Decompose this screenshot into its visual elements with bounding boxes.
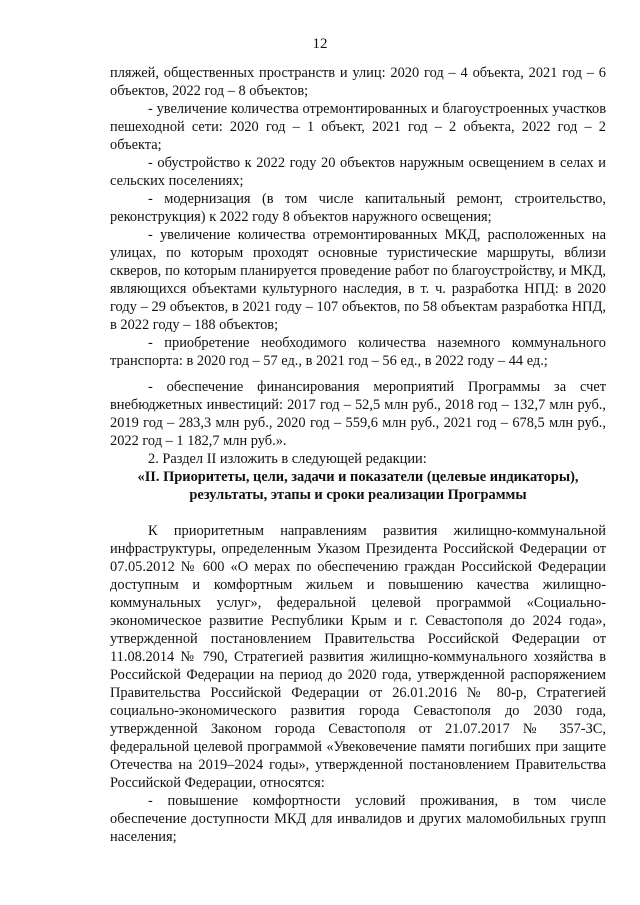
paragraph-continuation: пляжей, общественных пространств и улиц: 2020 год – 4 объекта, 2021 год – 6 объектов, 2022 год – 8 объектов;	[110, 65, 606, 99]
list-item-lighting-modernization: - модернизация (в том числе капитальный ремонт, строительство, реконструкция) к 2022 году 8 объектов наружного освещения;	[110, 191, 606, 225]
paragraph-priorities: К приоритетным направлениям развития жилищно-коммунальной инфраструктуры, определенным Указом Президента Российской Федерации от 07.05.2012 № 600 «О мерах по обеспечению граждан Российской Федерации доступным и комфортным жильем и повышению качества жилищно-коммунальных услуг», федеральной целевой программой «Социально-экономическое развитие Республики Крым и г. Севастополя до 2024 года», утвержденной постановлением Правительства Российской Федерации от 11.08.2014 № 790, Стратегией развития жилищно-коммунального хозяйства в Российской Федерации на период до 2020 года, утвержденной распоряжением Правительства Российской Федерации от 26.01.2016 № 80-р, Стратегией социально-экономического развития города Севастополя до 2030 года, утвержденной Законом города Севастополя от 21.07.2017 № 357-ЗС, федеральной целевой программой «Увековечение памяти погибших при защите Отечества на 2019–2024 годы», утвержденной постановлением Правительства Российской Федерации, относятся:	[110, 523, 606, 791]
list-item-comfort: - повышение комфортности условий проживания, в том числе обеспечение доступности МКД для инвалидов и других маломобильных групп населения;	[110, 793, 606, 845]
page-number: 12	[312, 36, 328, 52]
document-body	[110, 64, 606, 846]
section-heading: «II. Приоритеты, цели, задачи и показатели (целевые индикаторы), результаты, этапы и сроки реализации Программы	[137, 469, 579, 503]
list-item-village-lighting: - обустройство к 2022 году 20 объектов наружным освещением в селах и сельских поселениях;	[110, 155, 606, 189]
list-item-transport: - приобретение необходимого количества наземного коммунального транспорта: в 2020 год – 57 ед., в 2021 год – 56 ед., в 2022 году – 44 ед.;	[110, 335, 606, 369]
list-item-financing: - обеспечение финансирования мероприятий Программы за счет внебюджетных инвестиций: 2017 год – 52,5 млн руб., 2018 год – 132,7 млн руб., 2019 год – 283,3 млн руб., 2020 год – 559,6 млн руб., 2021 год – 678,5 млн руб., 2022 год – 1 182,7 млн руб.».	[110, 379, 606, 449]
section-instruction: 2. Раздел II изложить в следующей редакции:	[148, 451, 427, 467]
list-item-pedestrian-network: - увеличение количества отремонтированных и благоустроенных участков пешеходной сети: 2020 год – 1 объект, 2021 год – 2 объекта, 2022 год – 2 объекта;	[110, 101, 606, 153]
list-item-mkd-repair: - увеличение количества отремонтированных МКД, расположенных на улицах, по которым проходят основные туристические маршруты, вблизи скверов, по которым планируется проведение работ по благоустройству, и МКД, являющихся объектами культурного наследия, в т. ч. разработка НПД: в 2020 году – 29 объектов, в 2021 году – 107 объектов, по 58 объектам разработка НПД, в 2022 году – 188 объектов;	[110, 227, 606, 333]
